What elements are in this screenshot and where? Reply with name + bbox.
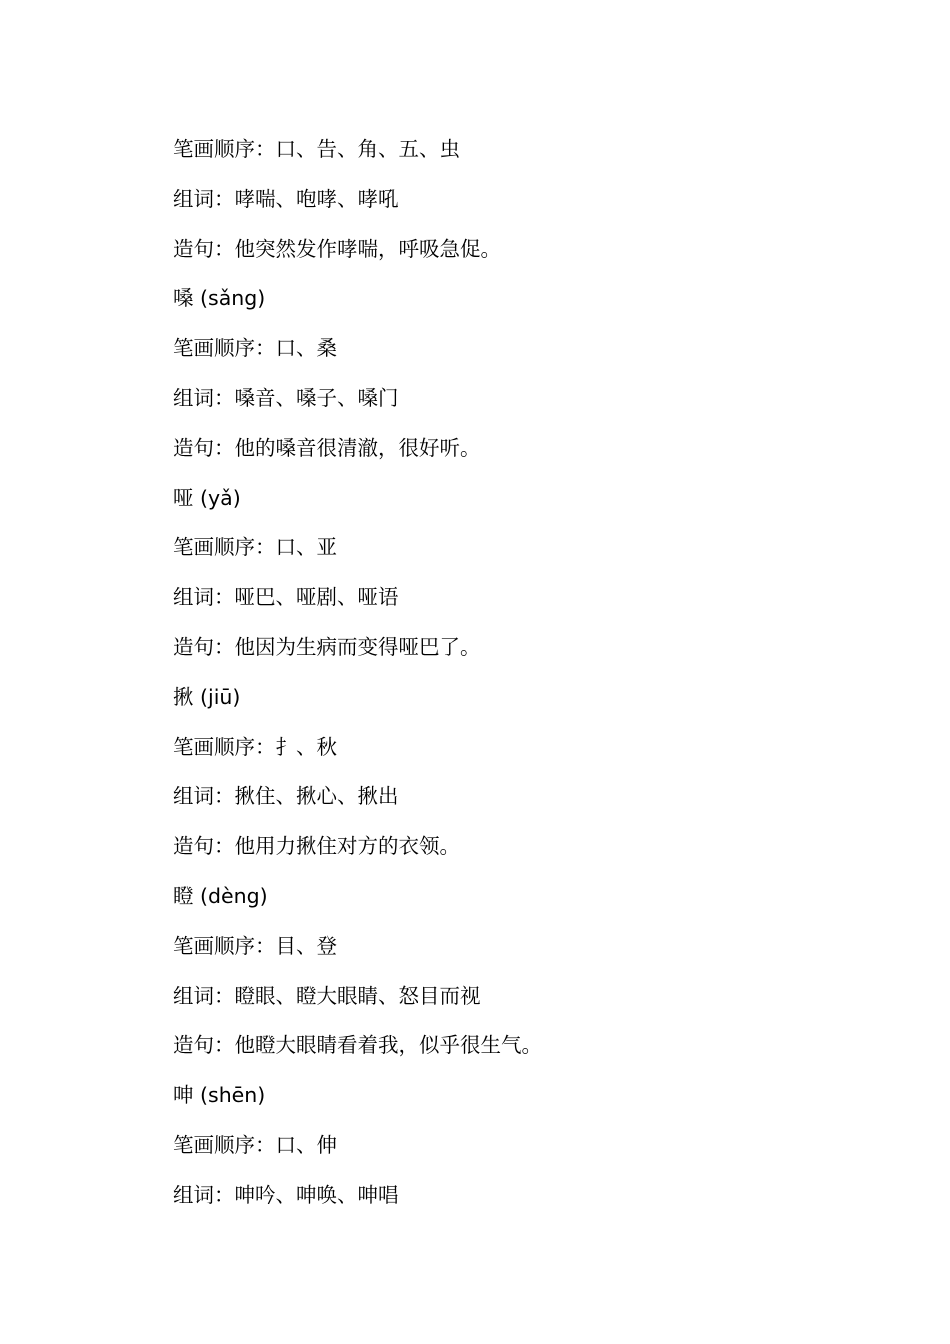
word-group-line: 组词：瞪眼、瞪大眼睛、怒目而视	[173, 983, 481, 1008]
stroke-order-line: 笔画顺序：口、告、角、五、虫	[173, 137, 460, 161]
character-heading: 嗓 (sǎng)	[173, 286, 266, 311]
character-heading: 呻 (shēn)	[173, 1083, 266, 1108]
word-group-line: 组词：嗓音、嗓子、嗓门	[173, 385, 399, 410]
character-heading: 瞪 (dèng)	[173, 883, 268, 908]
stroke-order-line: 笔画顺序：目、登	[173, 933, 337, 958]
document-body	[173, 132, 893, 1228]
word-group-line: 组词：哮喘、咆哮、哮吼	[173, 186, 399, 211]
example-sentence-line: 造句：他瞪大眼睛看着我，似乎很生气。	[173, 1033, 542, 1058]
character-heading: 揪 (jiū)	[173, 684, 241, 709]
example-sentence-line: 造句：他的嗓音很清澈，很好听。	[173, 435, 481, 460]
word-group-line: 组词：揪住、揪心、揪出	[173, 784, 399, 809]
stroke-order-line: 笔画顺序：口、亚	[173, 535, 337, 560]
example-sentence-line: 造句：他用力揪住对方的衣领。	[173, 834, 460, 859]
word-group-line: 组词：呻吟、呻唤、呻唱	[173, 1182, 399, 1207]
stroke-order-line: 笔画顺序：扌、秋	[173, 734, 337, 759]
stroke-order-line: 笔画顺序：口、桑	[173, 336, 337, 361]
example-sentence-line: 造句：他突然发作哮喘，呼吸急促。	[173, 236, 501, 261]
character-heading: 哑 (yǎ)	[173, 485, 241, 510]
example-sentence-line: 造句：他因为生病而变得哑巴了。	[173, 634, 481, 659]
word-group-line: 组词：哑巴、哑剧、哑语	[173, 585, 399, 610]
stroke-order-line: 笔画顺序：口、伸	[173, 1132, 337, 1157]
